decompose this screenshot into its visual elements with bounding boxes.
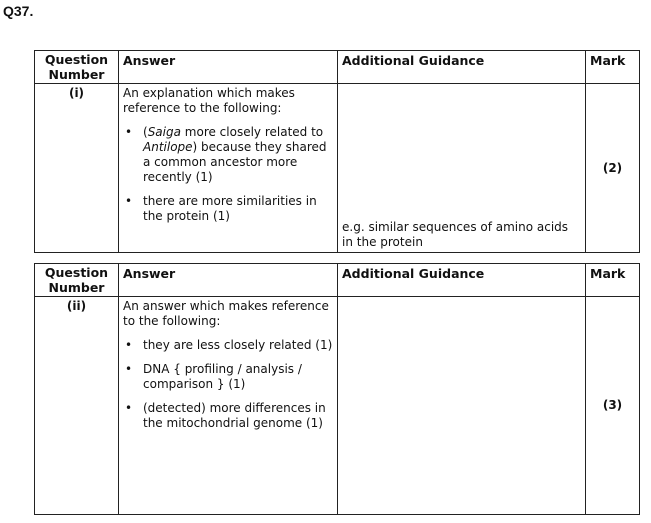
mark-cell: (2) xyxy=(586,84,640,253)
header-answer: Answer xyxy=(119,264,338,297)
header-guidance: Additional Guidance xyxy=(338,264,586,297)
answer-point: • (Saiga more closely related to Antilope) because they shared a common ancestor more recently (1) xyxy=(123,125,333,185)
question-number: (i) xyxy=(35,84,119,253)
guidance-cell xyxy=(338,297,586,515)
answer-points xyxy=(123,125,333,224)
header-mark: Mark xyxy=(586,264,640,297)
answer-points xyxy=(123,338,333,431)
mark-cell: (3) xyxy=(586,297,640,515)
answer-row xyxy=(35,297,640,515)
header-question-number: Question Number xyxy=(35,51,119,84)
header-question-number: Question Number xyxy=(35,264,119,297)
answer-intro: An answer which makes reference to the following: xyxy=(123,299,329,328)
answer-intro: An explanation which makes reference to the following: xyxy=(123,86,295,115)
question-title: Q37. xyxy=(3,3,34,19)
header-row xyxy=(35,264,640,297)
mark-scheme-table-ii xyxy=(34,263,640,515)
header-answer: Answer xyxy=(119,51,338,84)
answer-cell xyxy=(119,84,338,253)
answer-point: • there are more similarities in the protein (1) xyxy=(123,194,333,224)
answer-point: • they are less closely related (1) xyxy=(123,338,333,353)
answer-cell xyxy=(119,297,338,515)
guidance-cell: e.g. similar sequences of amino acids in the protein xyxy=(338,84,586,253)
answer-row xyxy=(35,84,640,253)
header-row xyxy=(35,51,640,84)
header-guidance: Additional Guidance xyxy=(338,51,586,84)
answer-point: • DNA { profiling / analysis / comparison } (1) xyxy=(123,362,333,392)
header-mark: Mark xyxy=(586,51,640,84)
question-number: (ii) xyxy=(35,297,119,515)
mark-scheme-table-i xyxy=(34,50,640,253)
answer-point: • (detected) more differences in the mitochondrial genome (1) xyxy=(123,401,333,431)
